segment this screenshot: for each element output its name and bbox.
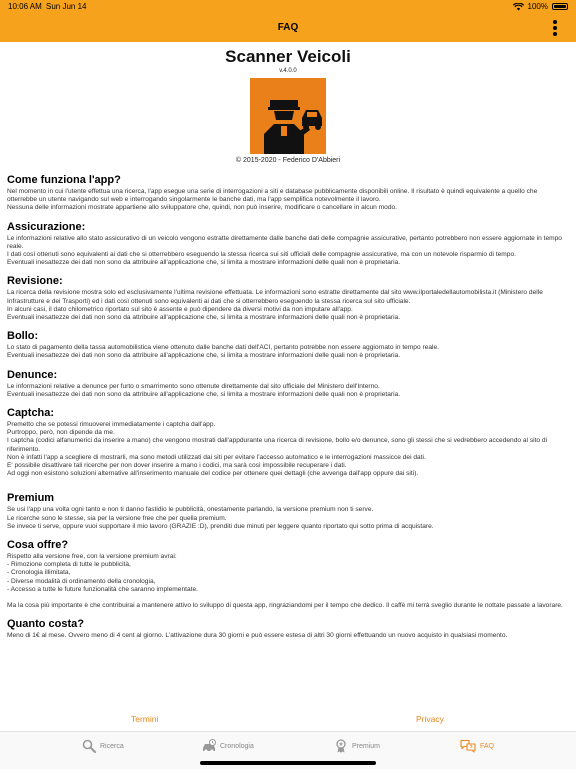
status-date: Sun Jun 14 [46,2,87,11]
section-heading-captcha: Captcha: [7,407,55,420]
wifi-icon [513,3,524,11]
section-paragraph: Eventuali inesattezze dei dati non sono da attribuire all'applicazione che, si limita a mostrare informazioni delle quali non è proprietaria. [7,259,401,267]
section-paragraph: Se usi l'app una volta ogni tanto e non ti danno fastidio le pubblicità, onestamente parlando, la versione premium non ti serve. [7,506,374,514]
section-paragraph: Meno di 1€ al mese. Ovvero meno di 4 cent al giorno. L'attivazione dura 30 giorni e può essere estesa di altri 30 giorni effettuando un nuovo acquisto in qualsiasi momento. [7,632,508,640]
section-paragraph: Le ricerche sono le stesse, sia per la versione free che per quella premium. [7,514,227,522]
section-heading-tax: Bollo: [7,330,39,343]
tab-label: FAQ [480,742,495,750]
section-heading-price: Quanto costa? [7,618,85,631]
section-paragraph: Ad oggi non esistono soluzioni alternative all'inserimento manuale del codice per ottenere quei dettagli (che avvenga dall'app oppure dai siti). [7,470,419,478]
more-menu-icon[interactable] [550,19,560,37]
tab-label: Premium [352,742,381,750]
section-paragraph: Se invece ti serve, oppure vuoi supportare il mio lavoro (GRAZIE :D), prenditi due minuti per leggere quanto riportato qui sotto prima di acquistare. [7,522,434,530]
app-logo [250,78,326,154]
section-paragraph: - Diverse modalità di ordinamento della cronologia, [7,577,156,585]
app-header [0,47,576,164]
section-paragraph: Rispetto alla versione free, con la versione premium avrai: [7,553,177,561]
officer-car-icon [250,78,326,154]
section-paragraph: Eventuali inesattezze dei dati non sono da attribuire all'applicazione che, si limita a mostrare informazioni delle quali non è proprietaria. [7,314,401,322]
section-paragraph: Nessuna delle informazioni mostrate appartiene allo sviluppatore che, quindi, non può inserire, modificare o cancellare in alcun modo. [7,204,397,212]
terms-link[interactable]: Termini [131,714,159,724]
tab-faq[interactable] [460,738,494,754]
section-paragraph: Lo stato di pagamento della tassa automobilistica viene ottenuto dalle banche dati dell'ACI, pertanto potrebbe non essere aggiornato in tempo reale. [7,344,439,352]
section-paragraph: Le informazioni relative a denunce per furto o smarrimento sono ottenute direttamente dal sito ufficiale del Ministero dell'Interno. [7,382,380,390]
section-paragraph: In alcuni casi, il dato chilometrico riportato sul sito è assente e può dipendere da diversi motivi da non imputare all'app. [7,305,353,313]
section-paragraph: - Cronologia illimitata, [7,569,71,577]
section-paragraph: La ricerca della revisione mostra solo ed esclusivamente l'ultima revisione effettuata. Le informazioni sono estratte direttamente dal sito www.ilportaledellautomobilista.it (Ministero delle Infrastrutture e dei Trasporti) ed i dati così ottenuti sono equivalenti ai dati che si otterrebbero eseguendo la stessa ricerca sul sito ufficiale. [7,289,543,305]
battery-icon [552,3,568,10]
section-heading-offer: Cosa offre? [7,539,69,552]
battery-percent: 100% [527,2,548,11]
section-paragraph: I captcha (codici alfanumerici da inserire a mano) che vengono mostrati dall'appdurante una ricerca di revisione, bollo e/o denunce, sono gli stessi che si vedrebbero accedendo al sito di riferimento. [7,437,548,453]
tab-cronologia[interactable] [202,738,254,754]
app-version: v.4.0.0 [279,68,297,74]
section-heading-inspection: Revisione: [7,275,63,288]
app-title: Scanner Veicoli [225,47,351,66]
section-heading-insurance: Assicurazione: [7,220,86,233]
faq-body [0,174,576,641]
tab-premium[interactable] [334,738,380,754]
section-heading-reports: Denunce: [7,368,58,381]
privacy-link[interactable]: Privacy [416,714,444,724]
section-paragraph: - Rimozione completa di tutte le pubblicità, [7,561,131,569]
section-paragraph: I dati così ottenuti sono equivalenti ai dati che si otterrebbero eseguendo la stessa ricerca sui siti ufficiali delle compagnie assicurative, ma con un notevole risparmio di tempo. [7,251,516,259]
section-paragraph: Ma la cosa più importante è che contribuirai a mantenere attivo lo sviluppo di questa app, ringraziandomi per il tempo che dedico. Il caffè mi terrà sveglio durante le nottate passate a lavorare. [7,602,563,610]
section-heading-how-it-works: Come funziona l'app? [7,174,121,186]
section-paragraph: Non è infatti l'app a scegliere di mostrarli, ma sono metodi utilizzati dai siti per evitare l'accesso automatico e le interrogazioni massicce dei dati. [7,453,426,461]
app-copyright: © 2015-2020 - Federico D'Abbieri [235,157,341,164]
nav-title: FAQ [277,22,299,33]
faq-icon [460,739,476,753]
section-paragraph: Nel momento in cui l'utente effettua una ricerca, l'app esegue una serie di interrogazioni a siti e database pubblicamente disponibili online. Il risultato è quindi equivalente a quello che otterrebbe un utente navigando sul web e interrogando singolarmente le banche dati, ma l'app semplifica notevolmente il lavoro. [7,188,538,204]
section-paragraph: E' possibile disattivare tali ricerche per non dover inserire a mano i codici, ma sarà così impossibile recuperare i dati. [7,462,347,470]
status-bar [0,0,576,14]
section-paragraph: - Accesso a tutte le future funzionalità che saranno implementate. [7,585,198,593]
status-right [513,2,568,11]
history-icon [202,739,216,753]
section-paragraph: Purtroppo, però, non dipende da me. [7,429,115,437]
tab-label: Cronologia [220,742,254,750]
premium-icon [334,739,348,753]
tab-ricerca[interactable] [82,738,124,754]
section-paragraph: Le informazioni relative allo stato assicurativo di un veicolo vengono estratte direttamente dalle banche dati delle compagnie assicurative, pertanto potrebbero non essere aggiornate in tempo reale. [7,234,562,250]
section-paragraph: Eventuali inesattezze dei dati non sono da attribuire all'applicazione che, si limita a mostrare informazioni delle quali non è proprietaria. [7,390,401,398]
section-heading-premium: Premium [7,492,55,505]
footer-links [0,706,576,730]
section-paragraph: Premetto che se potessi rimuoverei immediatamente i captcha dall'app. [7,421,216,429]
search-icon [82,739,96,753]
faq-content[interactable] [0,42,576,702]
status-time: 10:06 AM [8,2,42,11]
tab-label: Ricerca [100,742,124,750]
section-paragraph: Eventuali inesattezze dei dati non sono da attribuire all'applicazione che, si limita a mostrare informazioni delle quali non è proprietaria. [7,352,401,360]
nav-bar [0,14,576,42]
home-indicator[interactable] [200,761,376,765]
